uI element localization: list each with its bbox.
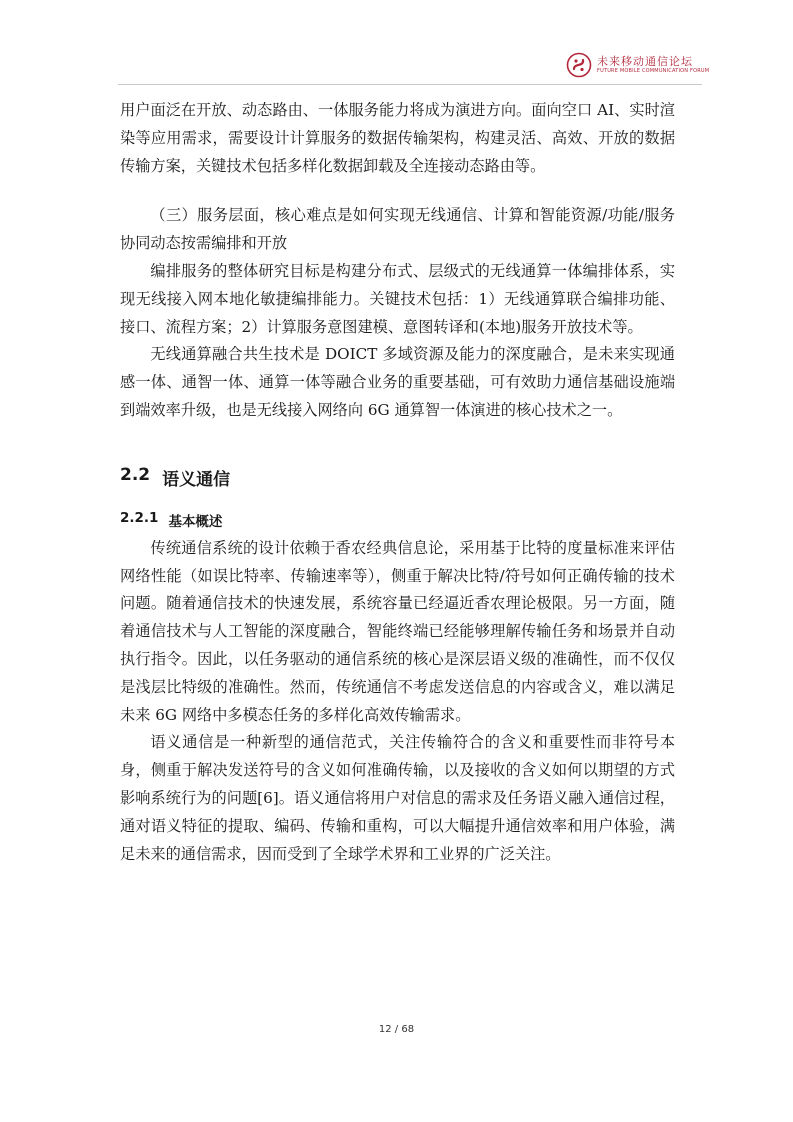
section-title: 语义通信 — [162, 469, 231, 490]
paragraph-traditional-comm: 传统通信系统的设计依赖于香农经典信息论，采用基于比特的度量标准来评估网络性能（如误比特率、传输速率等），侧重于解决比特/符号如何正确传输的技术问题。随着通信技术的快速发展，系统容量已经逼近香农理论极限。另一方面，随着通信技术与人工智能的深度融合，智能终端已经能够理解传输任务和场景并自动执行指令。因此，以任务驱动的通信系统的核心是深层语义级的准确性，而不仅仅是浅层比特级的准确性。然而，传统通信不考虑发送信息的内容或含义，难以满足未来 6G 网络中多模态任务的多样化高效传输需求。 — [120, 538, 675, 724]
header-divider — [118, 84, 702, 85]
subsection-title: 基本概述 — [168, 513, 223, 530]
paragraph-orchestration: 编排服务的整体研究目标是构建分布式、层级式的无线通算一体编排体系，实现无线接入网本地化敏捷编排能力。关键技术包括：1）无线通算联合编排功能、接口、流程方案；2）计算服务意图建模、意图转译和(本地)服务开放技术等。 — [120, 261, 675, 336]
section-number: 2.2 — [120, 464, 151, 485]
paragraph-semantic-comm: 语义通信是一种新型的通信范式，关注传输符合的含义和重要性而非符号本身，侧重于解决发送符号的含义如何准确传输，以及接收的含义如何以期望的方式影响系统行为的问题[6]。语义通信将用户对信息的需求及任务语义融入通信过程，通对语义特征的提取、编码、传输和重构，可以大幅提升通信效率和用户体验，满足未来的通信需求，因而受到了全球学术界和工业界的广泛关注。 — [120, 733, 675, 863]
section-heading — [120, 465, 675, 490]
document-body — [120, 97, 675, 868]
page-number: 12 / 68 — [378, 1024, 415, 1035]
subsection-number: 2.2.1 — [120, 509, 159, 526]
paragraph-convergence: 无线通算融合共生技术是 DOICT 多域资源及能力的深度融合，是未来实现通感一体、通智一体、通算一体等融合业务的重要基础，可有效助力通信基础设施端到端效率升级，也是无线接入网络向 6G 通算智一体演进的核心技术之一。 — [120, 345, 675, 419]
logo-text-cn: 未来移动通信论坛 — [597, 55, 693, 68]
logo-text-en: FUTURE MOBILE COMMUNICATION FORUM — [597, 68, 710, 74]
paragraph-service-layer: （三）服务层面，核心难点是如何实现无线通信、计算和智能资源/功能/服务协同动态按需编排和开放 — [120, 206, 675, 253]
header-logo — [566, 52, 710, 80]
paragraph-continued: 用户面泛在开放、动态路由、一体服务能力将成为演进方向。面向空口 AI、实时渲染等应用需求，需要设计计算服务的数据传输架构，构建灵活、高效、开放的数据传输方案，关键技术包括多样化数据卸载及全连接动态路由等。 — [120, 101, 675, 175]
forum-logo-icon — [566, 52, 592, 78]
subsection-heading — [120, 510, 675, 530]
